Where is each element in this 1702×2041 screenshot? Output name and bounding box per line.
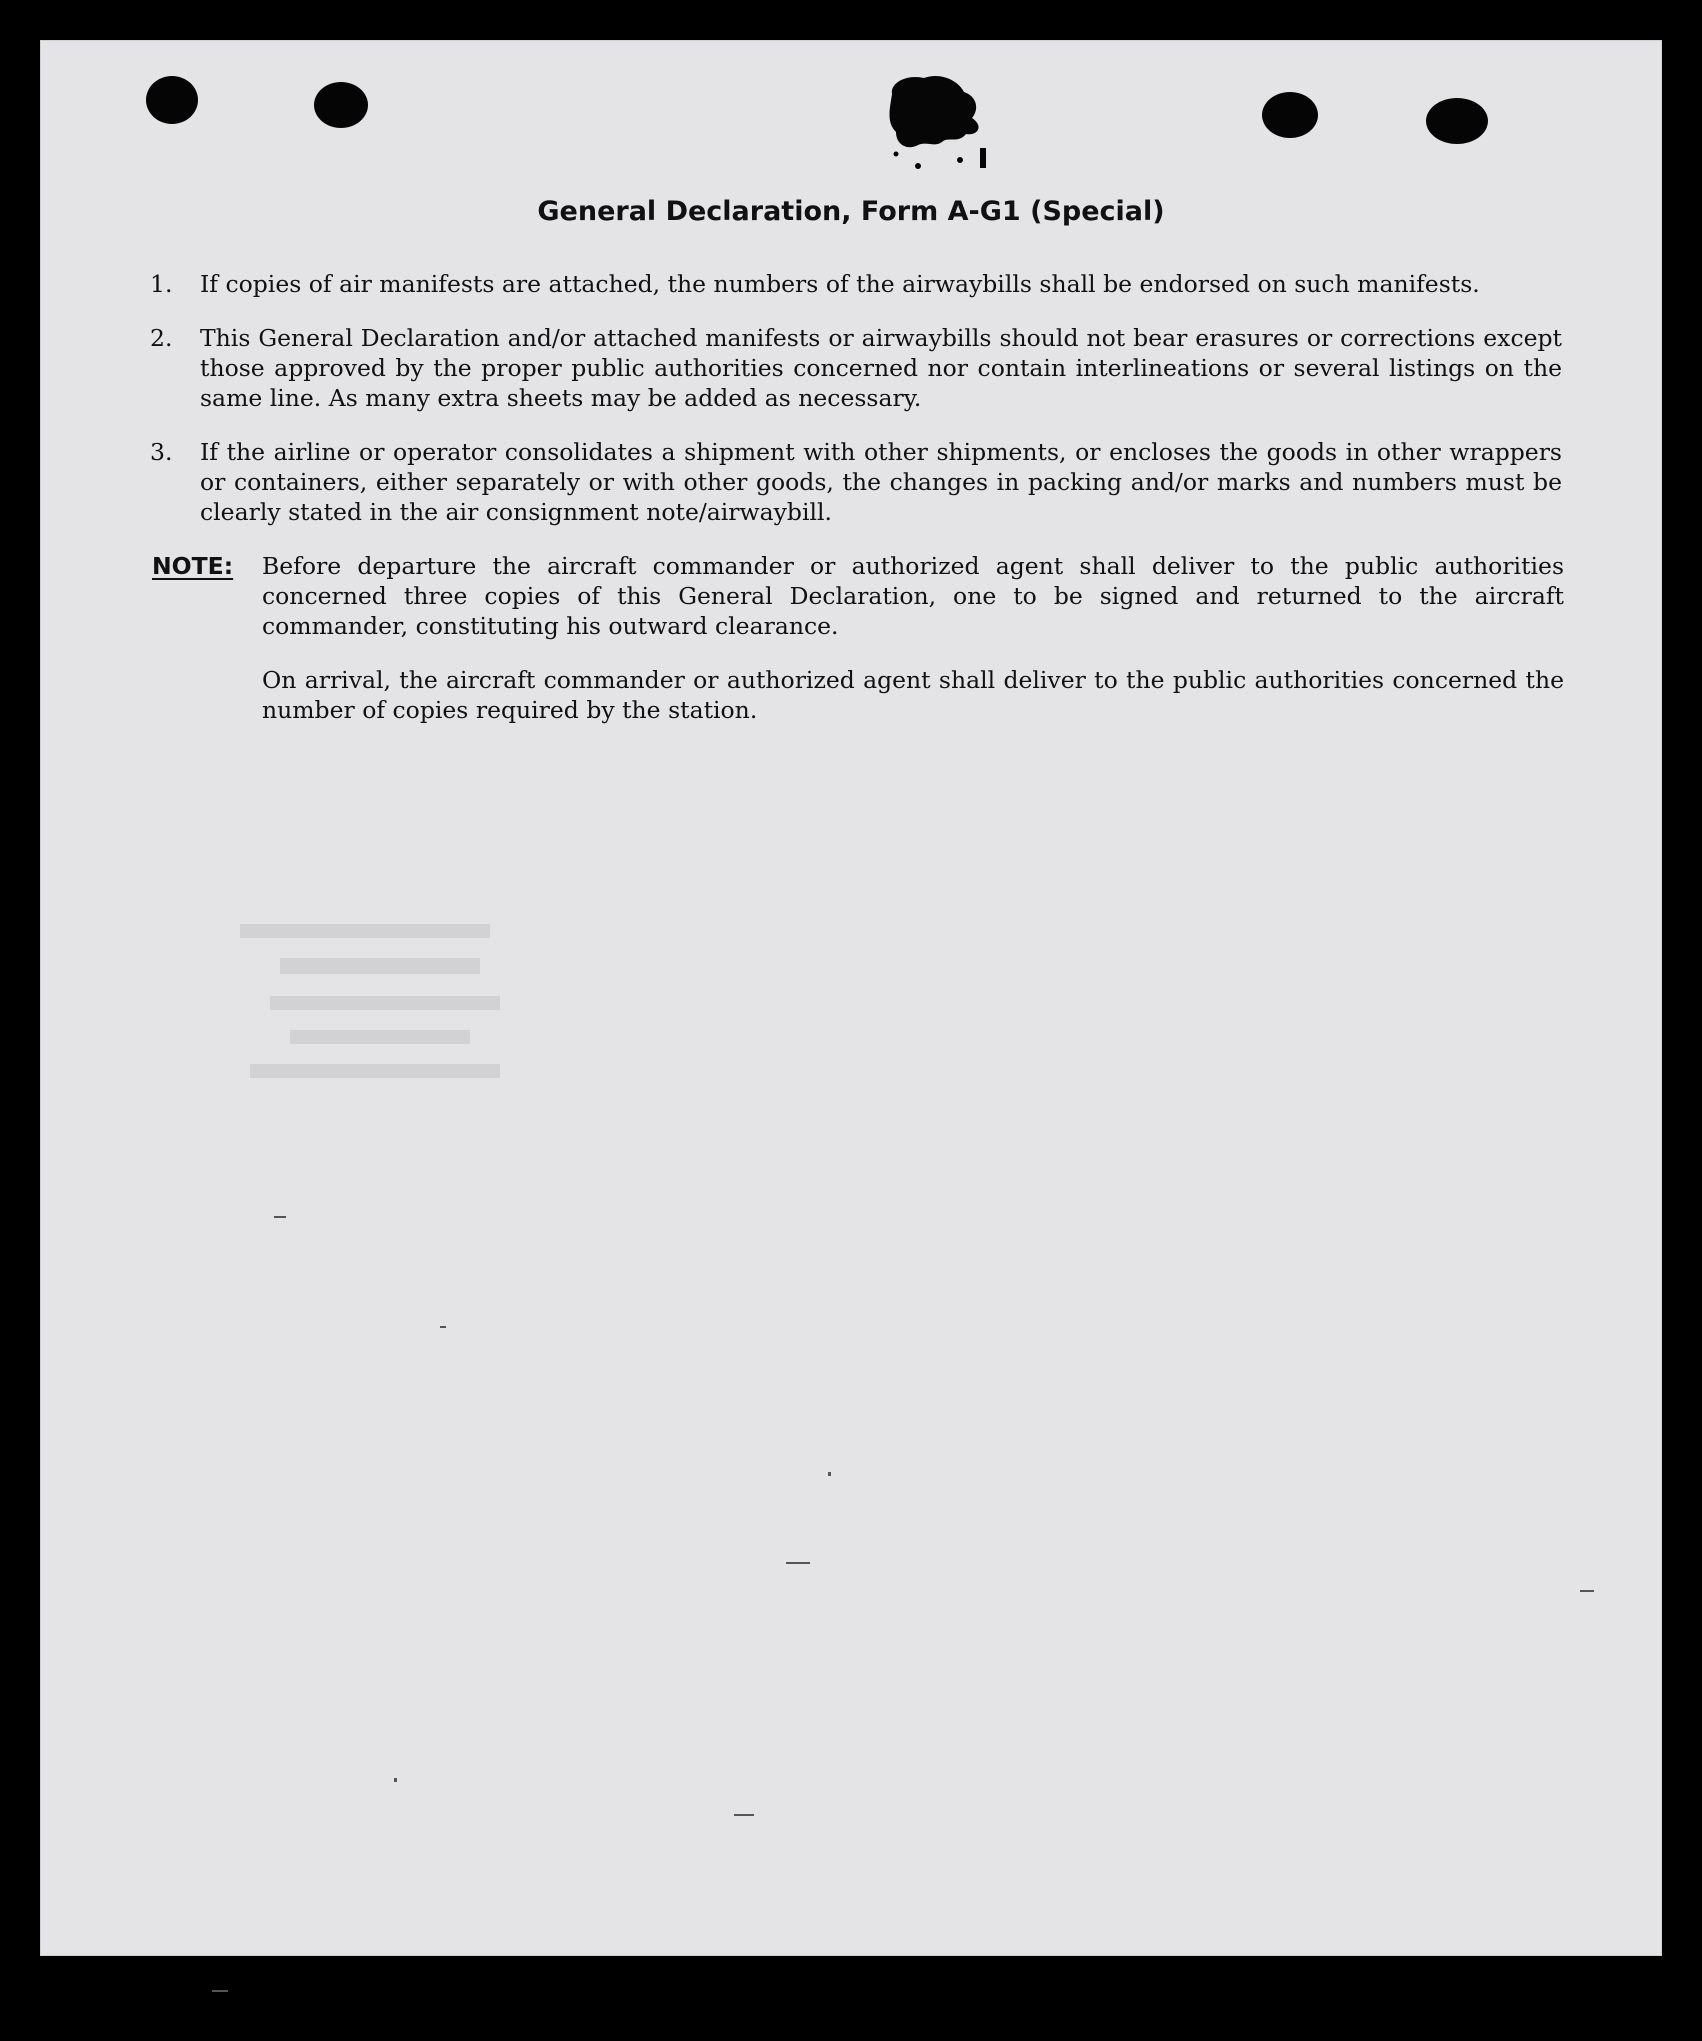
paper-speck	[1580, 1590, 1594, 1592]
item-text: If the airline or operator consolidates a shipment with other shipments, or encloses the goods in other wrappers or containers, either separately or with other goods, the changes in packing and/or marks and numbers must be clearly stated in the air consignment note/airwaybill.	[200, 438, 1562, 526]
punch-hole-4	[1426, 98, 1488, 144]
item-number: 3.	[150, 438, 173, 466]
note-label: NOTE:	[152, 552, 234, 580]
paper-speck	[734, 1814, 754, 1816]
paper-speck	[274, 1216, 286, 1218]
paper-speck	[786, 1562, 810, 1564]
paper-speck	[440, 1326, 446, 1328]
note-block	[150, 551, 1564, 641]
instruction-item-1	[150, 269, 1562, 299]
ink-blot	[886, 74, 988, 170]
punch-hole-2	[314, 82, 368, 128]
item-number: 2.	[150, 324, 173, 352]
instruction-item-3	[150, 437, 1562, 527]
item-text: This General Declaration and/or attached manifests or airwaybills should not bear erasures or corrections except those approved by the proper public authorities concerned nor contain interlineations or several listings on the same line. As many extra sheets may be added as necessary.	[200, 324, 1562, 412]
note-paragraph-1: Before departure the aircraft commander or authorized agent shall deliver to the public authorities concerned three copies of this General Declaration, one to be signed and returned to the aircraft commander, constituting his outward clearance.	[262, 552, 1564, 640]
punch-hole-1	[146, 76, 198, 124]
item-text: If copies of air manifests are attached, the numbers of the airwaybills shall be endorsed on such manifests.	[200, 270, 1480, 298]
note-paragraph-2: On arrival, the aircraft commander or authorized agent shall deliver to the public authorities concerned the number of copies required by the station.	[262, 666, 1564, 724]
paper-speck	[394, 1778, 397, 1782]
punch-hole-3	[1262, 92, 1318, 138]
paper-speck	[212, 1990, 228, 1992]
faint-stamp-impression	[230, 918, 550, 1108]
item-number: 1.	[150, 270, 173, 298]
instruction-item-2	[150, 323, 1562, 413]
form-title: General Declaration, Form A-G1 (Special)	[537, 196, 1165, 227]
paper-speck	[828, 1472, 831, 1476]
